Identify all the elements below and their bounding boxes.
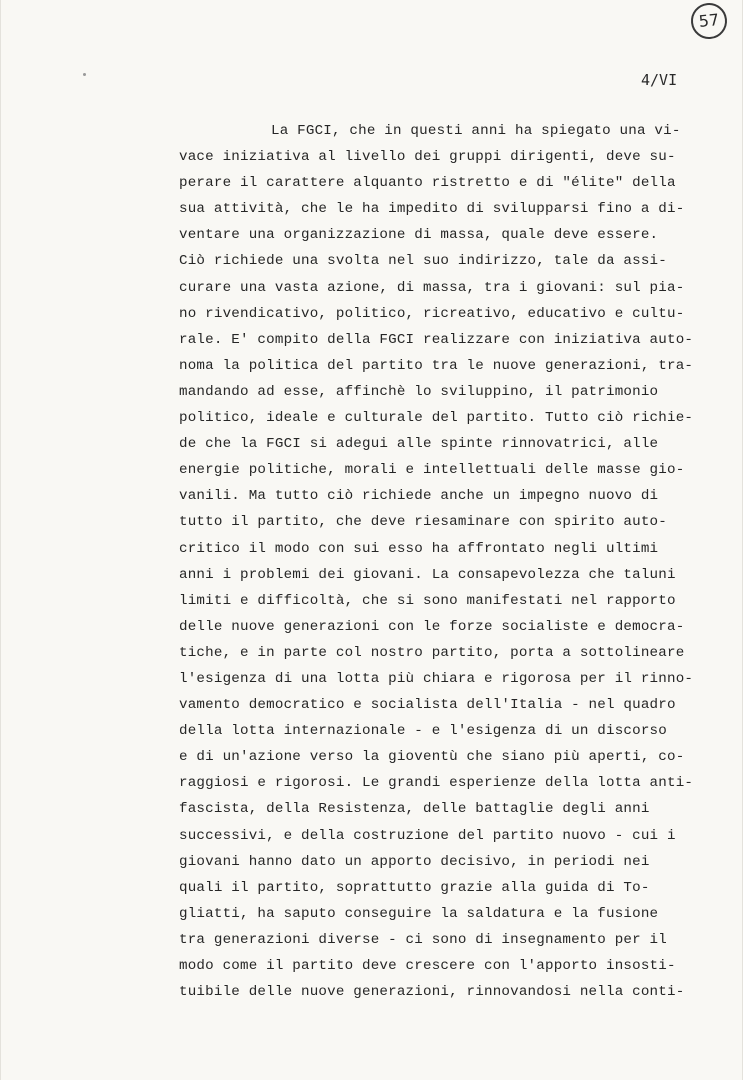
text-line: tra generazioni diverse - ci sono di insegnamento per il	[179, 931, 667, 948]
text-line: tiche, e in parte col nostro partito, porta a sottolineare	[179, 644, 685, 661]
typed-paragraph	[179, 118, 709, 1005]
text-line: Ciò richiede una svolta nel suo indirizzo, tale da assi-	[179, 253, 667, 270]
text-line: limiti e difficoltà, che si sono manifestati nel rapporto	[179, 592, 676, 609]
text-line: La FGCI, che in questi anni ha spiegato una vi-	[271, 123, 681, 139]
text-line: l'esigenza di una lotta più chiara e rigorosa per il rinno-	[179, 670, 694, 687]
text-line: vace iniziativa al livello dei gruppi dirigenti, deve su-	[179, 149, 676, 166]
text-line: quali il partito, soprattutto grazie alla guida di To-	[179, 879, 650, 896]
text-line: anni i problemi dei giovani. La consapevolezza che taluni	[179, 566, 676, 583]
text-line: e di un'azione verso la gioventù che siano più aperti, co-	[179, 749, 685, 766]
text-line: vamento democratico e socialista dell'Italia - nel quadro	[179, 697, 676, 714]
text-line: perare il carattere alquanto ristretto e di "élite" della	[179, 175, 676, 192]
text-line: fascista, della Resistenza, delle battaglie degli anni	[179, 801, 650, 818]
text-line: tutto il partito, che deve riesaminare con spirito auto-	[179, 514, 667, 531]
text-line: della lotta internazionale - e l'esigenza di un discorso	[179, 723, 667, 740]
text-line: mandando ad esse, affinchè lo sviluppino, il patrimonio	[179, 383, 659, 400]
text-line: modo come il partito deve crescere con l'apporto insosti-	[179, 958, 676, 974]
text-line: noma la politica del partito tra le nuove generazioni, tra-	[179, 357, 694, 374]
text-line: no rivendicativo, politico, ricreativo, educativo e cultu-	[179, 305, 685, 322]
paper-speck	[83, 73, 86, 76]
page-number: 4/VI	[641, 71, 678, 89]
text-line: ventare una organizzazione di massa, quale deve essere.	[179, 227, 659, 244]
text-line: delle nuove generazioni con le forze socialiste e democra-	[179, 618, 685, 635]
text-line: successivi, e della costruzione del partito nuovo - cui i	[179, 827, 676, 844]
text-line: giovani hanno dato un apporto decisivo, in periodi nei	[179, 853, 650, 870]
text-line: sua attività, che le ha impedito di svilupparsi fino a di-	[179, 201, 685, 218]
text-line: rale. E' compito della FGCI realizzare con iniziativa auto-	[179, 331, 694, 348]
text-line: energie politiche, morali e intellettuali delle masse gio-	[179, 462, 685, 479]
text-line: critico il modo con sui esso ha affrontato negli ultimi	[179, 540, 659, 557]
text-line: raggiosi e rigorosi. Le grandi esperienze della lotta anti-	[179, 775, 694, 792]
text-line: de che la FGCI si adegui alle spinte rinnovatrici, alle	[179, 436, 659, 453]
text-line: curare una vasta azione, di massa, tra i giovani: sul pia-	[179, 279, 685, 296]
text-line: politico, ideale e culturale del partito. Tutto ciò richie-	[179, 410, 694, 427]
text-line: tuibile delle nuove generazioni, rinnovandosi nella conti-	[179, 984, 685, 1001]
folio-stamp: 57	[689, 1, 729, 41]
text-line: vanili. Ma tutto ciò richiede anche un impegno nuovo di	[179, 488, 659, 505]
text-line: gliatti, ha saputo conseguire la saldatura e la fusione	[179, 905, 659, 922]
